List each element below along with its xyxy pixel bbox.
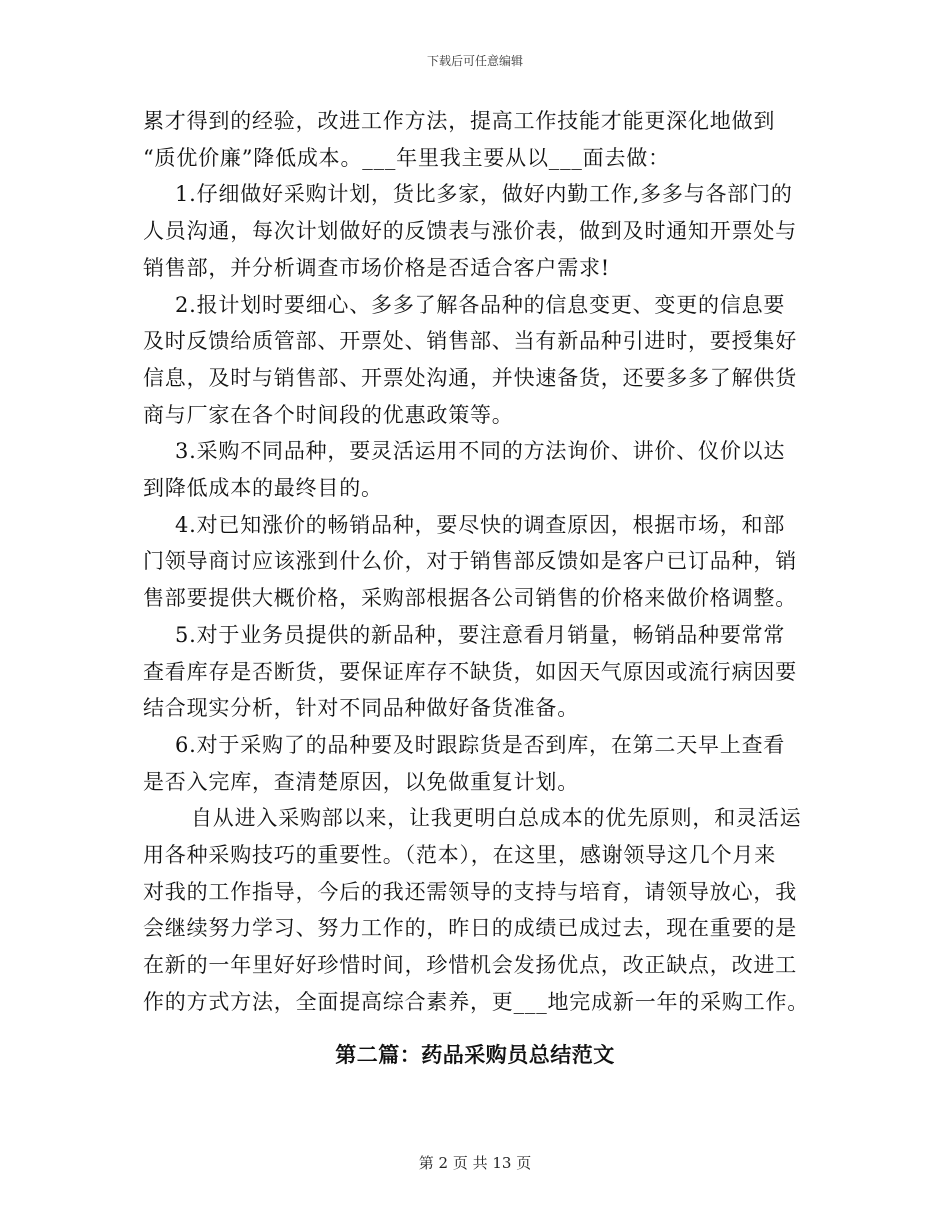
list-item-3-line: 3.采购不同品种，要灵活运用不同的方法询价、讲价、仪价以达 xyxy=(175,439,786,464)
text-line: 是否入完库，查清楚原因，以免做重复计划。 xyxy=(143,769,579,794)
text-line: 门领导商讨应该涨到什么价，对于销售部反馈如是客户已订品种，销 xyxy=(143,549,797,574)
text-line: 用各种采购技巧的重要性。（范本），在这里，感谢领导这几个月来 xyxy=(143,843,776,868)
list-item-4-line: 4.对已知涨价的畅销品种，要尽快的调查原因，根据市场，和部 xyxy=(175,512,786,537)
text-line: 到降低成本的最终目的。 xyxy=(143,476,383,501)
closing-paragraph-line: 自从进入采购部以来，让我更明白总成本的优先原则，和灵活运 xyxy=(191,806,802,831)
list-item-5-line: 5.对于业务员提供的新品种，要注意看月销量，畅销品种要常常 xyxy=(175,622,786,647)
page-header: 下载后可任意编辑 xyxy=(426,54,523,68)
text-line: 商与厂家在各个时间段的优惠政策等。 xyxy=(143,402,514,427)
text-line: 结合现实分析，针对不同品种做好备货准备。 xyxy=(143,696,579,721)
text-line: 作的方式方法，全面提高综合素养，更___地完成新一年的采购工作。 xyxy=(143,989,810,1014)
text-line: 累才得到的经验，改进工作方法，提高工作技能才能更深化地做到 xyxy=(143,109,776,133)
text-line: 及时反馈给质管部、开票处、销售部、当有新品种引进时，要授集好 xyxy=(143,329,797,354)
text-line: 查看库存是否断货，要保证库存不缺货，如因天气原因或流行病因要 xyxy=(143,659,797,684)
text-line: “质优价廉”降低成本。___年里我主要从以___面去做： xyxy=(143,145,670,170)
document-body xyxy=(143,103,808,1021)
text-line: 销售部，并分析调查市场价格是否适合客户需求! xyxy=(143,255,611,280)
text-line: 信息，及时与销售部、开票处沟通，并快速备货，还要多多了解供货 xyxy=(143,365,797,390)
list-item-2-line: 2.报计划时要细心、多多了解各品种的信息变更、变更的信息要 xyxy=(175,292,786,317)
text-line: 售部要提供大概价格，采购部根据各公司销售的价格来做价格调整。 xyxy=(143,586,797,611)
section-heading: 第二篇：药品采购员总结范文 xyxy=(335,1042,615,1067)
list-item-1-line: 1.仔细做好采购计划，货比多家，做好内勤工作,多多与各部门的 xyxy=(175,182,793,207)
text-line: 对我的工作指导，今后的我还需领导的支持与培育，请领导放心，我 xyxy=(143,879,797,904)
text-line: 人员沟通，每次计划做好的反馈表与涨价表，做到及时通知开票处与 xyxy=(143,219,797,244)
text-line: 在新的一年里好好珍惜时间，珍惜机会发扬优点，改正缺点，改进工 xyxy=(143,953,797,978)
text-line: 会继续努力学习、努力工作的，昨日的成绩已成过去，现在重要的是 xyxy=(143,916,797,941)
list-item-6-line: 6.对于采购了的品种要及时跟踪货是否到库，在第二天早上查看 xyxy=(175,732,786,757)
page-footer: 第 2 页 共 13 页 xyxy=(418,1154,532,1172)
